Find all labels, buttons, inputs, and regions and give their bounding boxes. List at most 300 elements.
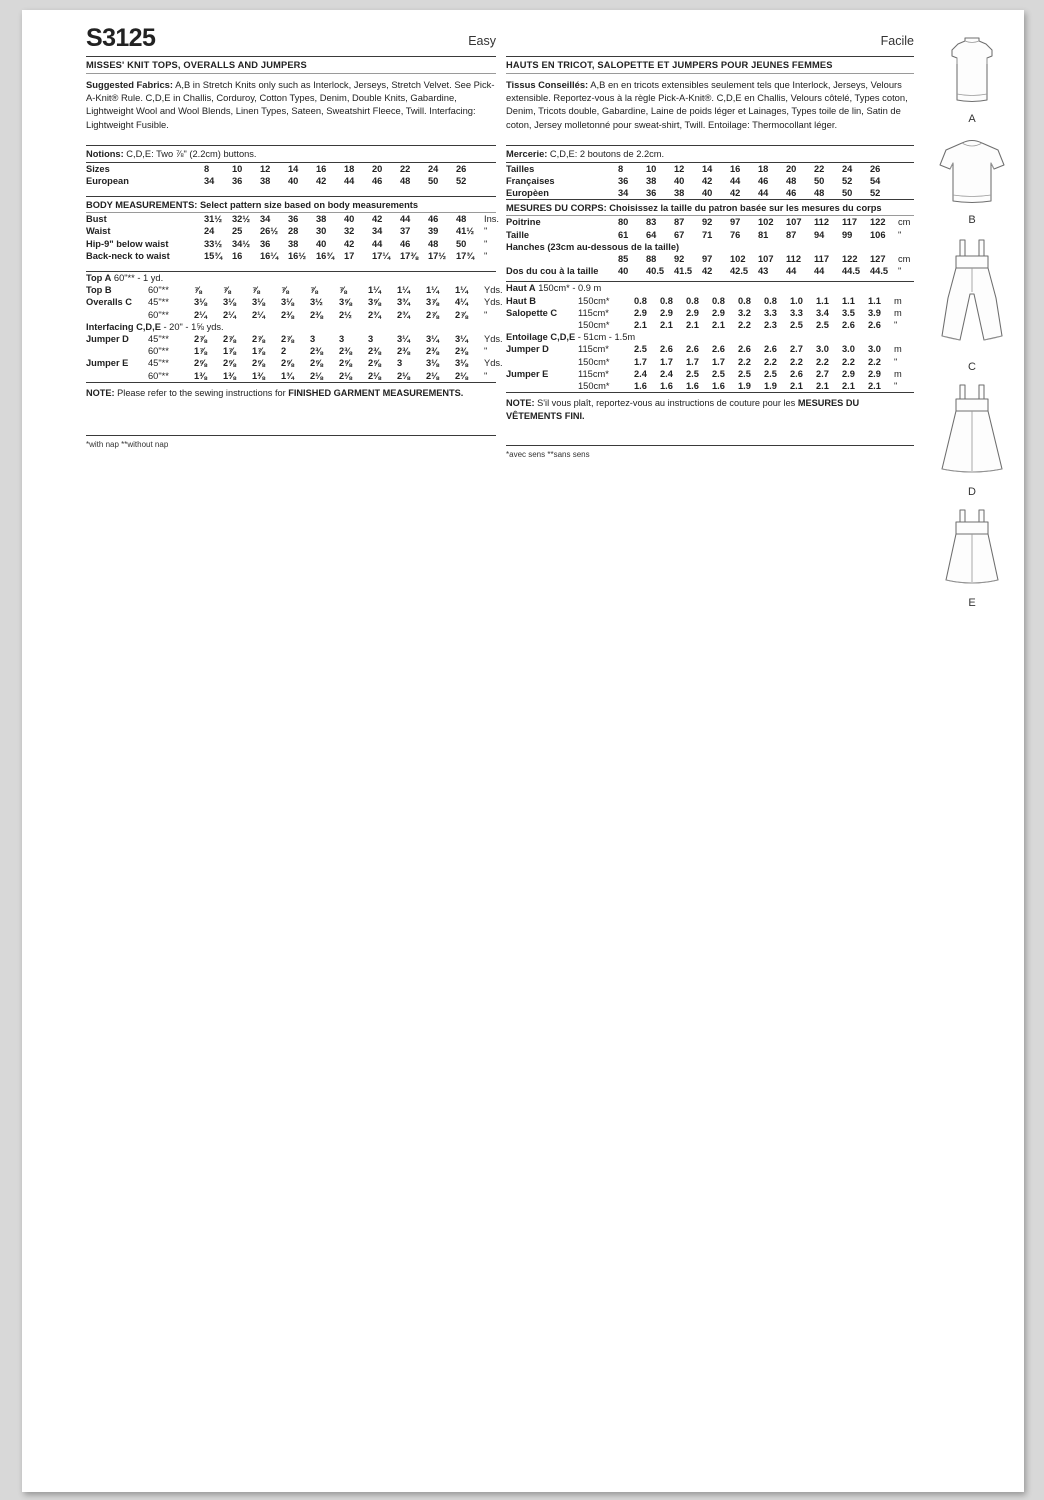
yardage-cell: 2.1 (712, 319, 725, 330)
measurement-cell: 97 (702, 254, 713, 265)
yardage-cell: 2⅜ (426, 346, 439, 357)
yardage-cell: 2⅝ (310, 358, 323, 369)
yardage-cell: 2.7 (816, 368, 829, 379)
yardage-cell: 2⅛ (310, 370, 323, 381)
fabric-width: 150cm* (578, 319, 610, 330)
view-d-figure (924, 381, 1020, 498)
measurement-cell: 94 (814, 229, 825, 240)
yardage-cell: 2⅛ (455, 370, 468, 381)
yardage-cell: 2⅜ (339, 346, 352, 357)
table-row (506, 229, 914, 241)
measurement-cell: 97 (730, 217, 741, 228)
measurement-cell: 117 (814, 254, 829, 265)
table-row (86, 309, 496, 321)
suggested-fabrics-label-en: Suggested Fabrics: (86, 79, 173, 90)
yardage-cell: 2⅞ (426, 309, 439, 320)
european-cell: 50 (428, 176, 439, 187)
yardage-cell: 3.4 (816, 307, 829, 318)
yardage-cell: 1.1 (868, 295, 881, 306)
yardage-cell: 2⅛ (426, 370, 439, 381)
measurement-subheading: Hanches (23cm au-dessous de la taille) (506, 241, 680, 252)
table-row (506, 368, 914, 380)
measurement-cell: 38 (316, 214, 327, 225)
fabric-width: 60"** (148, 370, 169, 381)
size-cell: 16 (730, 163, 741, 174)
european-cell: 42 (316, 176, 327, 187)
spacer-en-2 (86, 187, 496, 196)
table-row (506, 216, 914, 228)
european-unit-en (484, 175, 496, 187)
yardage-cell: 2.1 (634, 319, 647, 330)
notions-label-fr: Mercerie: (506, 148, 548, 159)
yardage-body-fr (506, 282, 914, 392)
suggested-fabrics-en (86, 74, 496, 136)
yardage-unit: m (894, 368, 902, 379)
yardage-span-row: Entoilage C,D,E - 51cm - 1.5m (506, 332, 636, 343)
size-cell: 8 (204, 163, 210, 174)
measurement-cell: 25 (232, 226, 243, 237)
yardage-cell: 2⅛ (368, 370, 381, 381)
measurement-unit: " (484, 238, 488, 249)
english-header (86, 24, 496, 56)
yardage-cell: 1⅞ (252, 346, 265, 357)
yardage-cell: 3⅛ (194, 297, 207, 308)
yardage-cell: 2.6 (738, 344, 751, 355)
body-measurements-table-en (86, 213, 499, 262)
measurement-cell: 44.5 (842, 266, 861, 277)
measurement-cell: 112 (786, 254, 801, 265)
yardage-cell: 2.5 (634, 344, 647, 355)
measurement-unit: cm (898, 254, 911, 265)
yardage-cell: 0.8 (712, 295, 725, 306)
yardage-view-label (506, 355, 578, 367)
fabric-width: 45"** (148, 333, 169, 344)
yardage-cell: 2⅞ (223, 333, 236, 344)
measurement-cell: 32 (344, 226, 355, 237)
body-measurements-body-fr (506, 216, 914, 277)
yardage-cell: 2.2 (816, 356, 829, 367)
measurement-cell: 102 (730, 254, 746, 265)
yardage-view-label: Jumper D (506, 344, 549, 355)
table-row (86, 333, 496, 345)
notions-en (86, 146, 496, 162)
table-row (506, 282, 914, 294)
measurement-cell: 122 (842, 254, 858, 265)
measurement-cell: 38 (288, 238, 299, 249)
yardage-cell: 3⅛ (252, 297, 265, 308)
measurement-cell: 40.5 (646, 266, 665, 277)
yardage-cell: 1.6 (686, 380, 699, 391)
yardage-span-row: Top A 60"** - 1 yd. (86, 273, 164, 284)
measurement-cell: 106 (870, 229, 886, 240)
yardage-cell: 1.7 (712, 356, 725, 367)
note-bold-en: FINISHED GARMENT MEASUREMENTS. (288, 387, 464, 398)
view-b-label: B (968, 214, 976, 226)
yardage-cell: 2.1 (790, 380, 803, 391)
yardage-cell: 1⅞ (194, 346, 207, 357)
measurement-cell: 81 (758, 229, 769, 240)
measurement-label (506, 253, 618, 265)
table-row (506, 307, 914, 319)
europeen-cell: 52 (870, 188, 881, 199)
european-cell: 40 (288, 176, 299, 187)
measurement-cell: 46 (428, 214, 439, 225)
measurement-cell: 99 (842, 229, 853, 240)
yardage-cell: 2⅝ (339, 358, 352, 369)
yardage-cell: ⅞ (281, 285, 289, 296)
yardage-table-en (86, 272, 503, 382)
yardage-cell: 2.5 (790, 319, 803, 330)
notions-body-fr: C,D,E: 2 boutons de 2.2cm. (547, 148, 665, 159)
measurement-cell: 36 (288, 214, 299, 225)
view-e-label: E (968, 597, 976, 609)
yardage-cell: 3 (339, 333, 345, 344)
view-a-figure (924, 34, 1020, 125)
yardage-unit: " (484, 370, 488, 381)
table-row (86, 238, 496, 250)
yardage-cell: 3⅛ (223, 297, 236, 308)
yardage-cell: 2.5 (738, 368, 751, 379)
yardage-span-row: Haut A 150cm* - 0.9 m (506, 283, 602, 294)
yardage-cell: ⅞ (194, 285, 202, 296)
french-header (506, 28, 914, 56)
yardage-cell: 2.9 (634, 307, 647, 318)
yardage-cell: 2.7 (790, 344, 803, 355)
measurement-cell: 48 (428, 238, 439, 249)
measurement-cell: 44 (786, 266, 797, 277)
measurement-cell: 16 (232, 250, 243, 261)
measurement-cell: 42 (702, 266, 713, 277)
francaises-cell: 50 (814, 176, 825, 187)
table-row (506, 319, 914, 331)
yardage-body-en (86, 272, 503, 382)
measurement-cell: 36 (260, 238, 271, 249)
yardage-cell: 3.9 (868, 307, 881, 318)
spacer-fr-3 (506, 428, 914, 445)
yardage-cell: 2⅞ (281, 333, 294, 344)
measurement-cell: 37 (400, 226, 411, 237)
difficulty-label-en: Easy (468, 34, 496, 48)
measurement-cell: 71 (702, 229, 713, 240)
yardage-unit: " (484, 309, 488, 320)
measurement-cell: 44.5 (870, 266, 889, 277)
suggested-fabrics-fr (506, 74, 914, 136)
table-row (86, 321, 496, 333)
yardage-cell: 3.0 (816, 344, 829, 355)
fabric-width: 150cm* (578, 380, 610, 391)
spacer-en-3 (86, 262, 496, 271)
yardage-view-label (86, 309, 148, 321)
yardage-view-label: Jumper E (506, 368, 549, 379)
nap-note-en: *with nap **without nap (86, 440, 169, 450)
pattern-number: S3125 (86, 24, 156, 52)
english-column (86, 24, 503, 450)
yardage-view-label: Top B (86, 285, 112, 296)
european-cell: 46 (372, 176, 383, 187)
yardage-cell: 3⅛ (281, 297, 294, 308)
measurement-cell: 83 (646, 217, 657, 228)
yardage-view-label (86, 345, 148, 357)
yardage-cell: 3.0 (842, 344, 855, 355)
measurement-cell: 117 (842, 217, 857, 228)
measurement-cell: 61 (618, 229, 629, 240)
measurement-cell: 44 (814, 266, 825, 277)
yardage-cell: 2.1 (660, 319, 673, 330)
europeen-cell: 38 (674, 188, 685, 199)
yardage-cell: 2⅜ (368, 346, 381, 357)
yardage-view-label (506, 380, 578, 392)
yardage-cell: 1.6 (712, 380, 725, 391)
yardage-cell: 2⅜ (281, 309, 294, 320)
measurement-cell: 64 (646, 229, 657, 240)
nap-note-fr: *avec sens **sans sens (506, 450, 590, 460)
european-cell: 36 (232, 176, 243, 187)
yardage-cell: 3.5 (842, 307, 855, 318)
measurement-cell: 16½ (288, 250, 307, 261)
yardage-cell: 2.9 (868, 368, 881, 379)
measurement-cell: 112 (814, 217, 829, 228)
view-e-figure (924, 506, 1020, 609)
measurement-cell: 31½ (204, 214, 223, 225)
yardage-unit: " (484, 346, 488, 357)
yardage-cell: 2¾ (368, 309, 381, 320)
measurement-cell: 107 (758, 254, 774, 265)
size-cell: 12 (260, 163, 271, 174)
yardage-cell: 2 (281, 346, 287, 357)
envelope-content (62, 24, 1020, 609)
table-row (86, 357, 496, 369)
size-cell: 22 (400, 163, 411, 174)
note-en (86, 383, 496, 406)
measurement-cell: 17¼ (372, 250, 391, 261)
yardage-cell: 2⅜ (397, 346, 410, 357)
yardage-cell: 2.9 (660, 307, 673, 318)
yardage-unit: Yds. (484, 285, 503, 296)
yardage-cell: 2.2 (842, 356, 855, 367)
table-row (86, 272, 496, 284)
yardage-cell: 3½ (310, 297, 323, 308)
measurement-cell: 24 (204, 226, 215, 237)
note-bold-fr: MESURES DU VÊTEMENTS FINI. (506, 398, 860, 421)
yardage-cell: 2⅛ (339, 370, 352, 381)
table-row (506, 253, 914, 265)
measurement-label: Waist (86, 226, 111, 237)
notions-fr (506, 146, 914, 162)
yardage-cell: 3 (397, 358, 403, 369)
sizes-label-en: Sizes (86, 163, 110, 174)
fabric-width: 60"** (148, 309, 169, 320)
yardage-cell: 3¼ (397, 333, 410, 344)
yardage-cell: 2⅜ (310, 346, 323, 357)
measurement-cell: 80 (618, 217, 629, 228)
francaises-cell: 48 (786, 176, 797, 187)
yardage-cell: 1.7 (660, 356, 673, 367)
yardage-cell: 0.8 (634, 295, 647, 306)
measurement-unit: " (484, 226, 488, 237)
yardage-cell: ⅞ (339, 285, 347, 296)
yardage-cell: 2.4 (660, 368, 673, 379)
francaises-cell: 54 (870, 176, 881, 187)
yardage-cell: ⅞ (310, 285, 318, 296)
yardage-cell: 2¾ (397, 309, 410, 320)
yardage-cell: 3⅛ (455, 358, 468, 369)
europeen-label-fr: Europèen (506, 188, 549, 199)
measurement-cell: 40 (316, 238, 327, 249)
yardage-cell: 3⅞ (426, 297, 439, 308)
francaises-label-fr: Françaises (506, 176, 555, 187)
table-row (506, 265, 914, 277)
measurement-label: Bust (86, 214, 107, 225)
europeen-cell: 34 (618, 188, 629, 199)
table-row (506, 241, 914, 253)
yardage-cell: 3.2 (738, 307, 751, 318)
francaises-cell: 38 (646, 176, 657, 187)
yardage-cell: 0.8 (686, 295, 699, 306)
sizes-unit-en (484, 163, 496, 175)
measurement-cell: 26½ (260, 226, 279, 237)
yardage-cell: 0.8 (660, 295, 673, 306)
measurement-cell: 48 (456, 214, 467, 225)
fabric-width: 45"** (148, 297, 169, 308)
sizes-row-en (86, 163, 496, 175)
note-label-fr: NOTE: (506, 398, 535, 408)
measurement-cell: 42 (372, 214, 383, 225)
yardage-cell: 4¼ (455, 297, 468, 308)
yardage-cell: 2.1 (686, 319, 699, 330)
size-cell: 20 (372, 163, 383, 174)
european-label-en: European (86, 176, 129, 187)
measurement-label: Hip-9" below waist (86, 238, 169, 249)
yardage-cell: 1¾ (281, 370, 294, 381)
yardage-cell: 1.7 (686, 356, 699, 367)
yardage-view-label (86, 369, 148, 381)
europeen-row-fr (506, 187, 914, 199)
european-cell: 52 (456, 176, 467, 187)
yardage-view-label: Salopette C (506, 307, 558, 318)
pattern-title-fr: HAUTS EN TRICOT, SALOPETTE ET JUMPERS POUR JEUNES FEMMES (506, 60, 833, 70)
suggested-fabrics-label-fr: Tissus Conseillés: (506, 79, 589, 90)
europeen-cell: 42 (730, 188, 741, 199)
yardage-cell: ⅞ (252, 285, 260, 296)
measurement-cell: 32½ (232, 214, 251, 225)
european-cell: 48 (400, 176, 411, 187)
measurement-cell: 85 (618, 254, 629, 265)
yardage-cell: 3.0 (868, 344, 881, 355)
short-sleeve-tee-icon (924, 135, 1020, 213)
size-cell: 26 (456, 163, 467, 174)
view-d-label: D (968, 486, 976, 498)
yardage-cell: 2.1 (842, 380, 855, 391)
measurement-cell: 44 (372, 238, 383, 249)
note-body-en: Please refer to the sewing instructions for (114, 387, 289, 398)
yardage-view-label: Haut B (506, 295, 536, 306)
body-measurements-heading-fr: MESURES DU CORPS: Choisissez la taille du patron basée sur les mesures du corps (506, 203, 882, 214)
measurement-cell: 50 (456, 238, 467, 249)
yardage-cell: 2.2 (790, 356, 803, 367)
yardage-unit: " (894, 319, 898, 330)
measurement-unit: " (898, 229, 902, 240)
measurement-cell: 42 (344, 238, 355, 249)
measurement-cell: 42.5 (730, 266, 749, 277)
yardage-cell: 1¼ (368, 285, 381, 296)
notions-label-en: Notions: (86, 148, 124, 159)
table-row (506, 343, 914, 355)
yardage-cell: 2.6 (790, 368, 803, 379)
yardage-cell: 2.4 (634, 368, 647, 379)
european-cell: 44 (344, 176, 355, 187)
yardage-cell: 2⅜ (310, 309, 323, 320)
pattern-envelope-back (22, 10, 1024, 1492)
yardage-cell: 1⅜ (194, 370, 207, 381)
yardage-cell: 3.3 (790, 307, 803, 318)
measurement-cell: 41.5 (674, 266, 693, 277)
yardage-cell: 3¾ (397, 297, 410, 308)
yardage-cell: 2⅞ (194, 333, 207, 344)
yardage-cell: 3⅝ (339, 297, 352, 308)
measurement-unit: cm (898, 217, 911, 228)
measurement-unit: Ins. (484, 214, 499, 225)
yardage-cell: 1.6 (634, 380, 647, 391)
yardage-cell: 2.5 (686, 368, 699, 379)
measurement-cell: 92 (674, 254, 685, 265)
measurement-cell: 17 (344, 250, 355, 261)
yardage-cell: 3 (368, 333, 374, 344)
pattern-title-en: MISSES' KNIT TOPS, OVERALLS AND JUMPERS (86, 60, 307, 70)
yardage-cell: 2.6 (764, 344, 777, 355)
yardage-view-label: Overalls C (86, 297, 132, 308)
size-cell: 20 (786, 163, 797, 174)
european-row-en (86, 175, 496, 187)
yardage-cell: 2½ (339, 309, 352, 320)
fabric-width: 115cm* (578, 307, 609, 318)
yardage-cell: 2.5 (816, 319, 829, 330)
europeen-cell: 50 (842, 188, 853, 199)
note-fr (506, 393, 914, 428)
measurement-unit: " (898, 266, 902, 277)
size-cell: 14 (288, 163, 299, 174)
measurement-cell: 15¾ (204, 250, 223, 261)
european-cell: 34 (204, 176, 215, 187)
measurement-cell: 17½ (428, 250, 447, 261)
yardage-cell: 2.1 (868, 380, 881, 391)
yardage-cell: 3¼ (455, 333, 468, 344)
sizes-table-body-en (86, 163, 496, 187)
europeen-cell: 36 (646, 188, 657, 199)
yardage-cell: 2⅝ (281, 358, 294, 369)
yardage-cell: 1⅜ (223, 370, 236, 381)
yardage-cell: 2.2 (868, 356, 881, 367)
note-body-fr: S'il vous plaît, reportez-vous au instructions de couture pour les (534, 398, 798, 408)
yardage-unit: m (894, 295, 902, 306)
yardage-cell: 2⅞ (252, 333, 265, 344)
europeen-cell: 44 (758, 188, 769, 199)
yardage-unit: Yds. (484, 297, 503, 308)
measurement-cell: 107 (786, 217, 802, 228)
francaises-cell: 36 (618, 176, 629, 187)
measurement-cell: 40 (618, 266, 629, 277)
yardage-view-label (506, 319, 578, 331)
view-a-label: A (968, 113, 976, 125)
measurement-cell: 30 (316, 226, 327, 237)
fabric-width: 150cm* (578, 295, 610, 306)
measurement-cell: 34½ (232, 238, 251, 249)
fabric-width: 115cm* (578, 344, 609, 355)
sizes-table-body-fr (506, 163, 914, 200)
table-row (86, 296, 496, 308)
yardage-cell: 2⅛ (397, 370, 410, 381)
table-row (506, 295, 914, 307)
size-cell: 24 (428, 163, 439, 174)
